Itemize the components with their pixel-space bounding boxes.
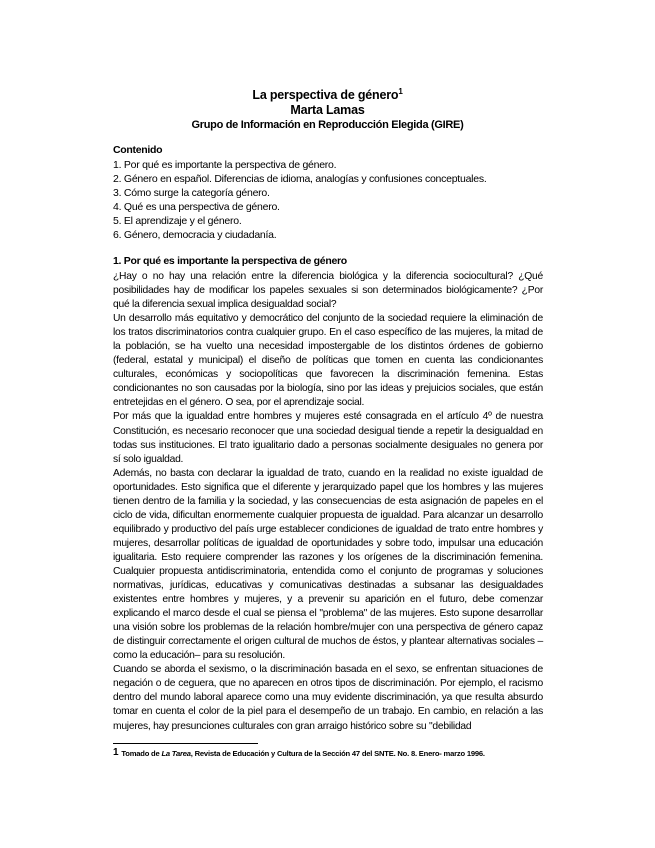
toc-item: 6. Género, democracia y ciudadanía. bbox=[113, 229, 277, 242]
organization-name: Grupo de Información en Reproducción Elegida (GIRE) bbox=[191, 119, 464, 131]
contents-heading: Contenido bbox=[113, 144, 163, 156]
footnote bbox=[113, 747, 553, 758]
footnote-divider bbox=[113, 743, 258, 744]
paragraph: ¿Hay o no hay una relación entre la diferencia biológica y la diferencia sociocultural? ¿Qué posibilidades hay de modificar los papeles sexuales si son determinados biológicamente? ¿Por qué la diferencia sexual implica desigualdad social? bbox=[113, 271, 543, 311]
toc-item: 1. Por qué es importante la perspectiva de género. bbox=[113, 159, 337, 171]
paragraph: Un desarrollo más equitativo y democrático del conjunto de la sociedad requiere la eliminación de los tratos discriminatorios contra cualquier grupo. En el caso específico de las mujeres, la mitad de la población, se ha vuelto una necesidad impostergable de los distintos órdenes de gobierno (federal, estatal y municipal) el diseño de políticas que tomen en cuenta las condicionantes culturales, económicas y sociopolíticas que favorecen la discriminación femenina. Estas condicionantes no son causadas por la biología, sino por las ideas y prejuicios sociales, que están entretejidas en el género. O sea, por el aprendizaje social. bbox=[113, 313, 543, 409]
title-footnote-marker: 1 bbox=[398, 87, 403, 96]
author-name: Marta Lamas bbox=[290, 103, 365, 117]
toc-item: 3. Cómo surge la categoría género. bbox=[113, 187, 270, 200]
paragraph: Por más que la igualdad entre hombres y mujeres esté consagrada en el artículo 4º de nuestra Constitución, es necesario reconocer que una sociedad desigual tiende a repetir la desigualdad en todas sus instituciones. El trato igualitario dado a personas socialmente desiguales no genera por sí solo igualdad. bbox=[113, 411, 543, 465]
document-title bbox=[0, 87, 655, 102]
title-text: La perspectiva de género bbox=[252, 88, 399, 102]
footnote-text-end: , Revista de Educación y Cultura de la Sección 47 del SNTE. No. 8. Enero- marzo 1996. bbox=[190, 749, 485, 758]
section-heading: 1. Por qué es importante la perspectiva de género bbox=[113, 255, 347, 267]
footnote-number: 1 bbox=[113, 747, 119, 758]
footnote-publication: La Tarea bbox=[161, 749, 191, 758]
section-body bbox=[113, 270, 543, 734]
toc-item: 5. El aprendizaje y el género. bbox=[113, 215, 242, 228]
paragraph: Además, no basta con declarar la igualdad de trato, cuando en la realidad no existe igualdad de oportunidades. Esto significa que el diferente y jerarquizado papel que los hombres y las mujeres tienen dentro de la familia y la sociedad, y las consecuencias de esta asignación de papeles en el ciclo de vida, dificultan enormemente cualquier propuesta de igualdad. Para alcanzar un desarrollo equilibrado y productivo del país urge establecer condiciones de igualdad de trato entre hombres y mujeres, desarrollar políticas de igualdad de oportunidades y sobre todo, impulsar una educación igualitaria. Esto requiere comprender las razones y los orígenes de la discriminación femenina. Cualquier propuesta antidiscriminatoria, entendida como el conjunto de programas y soluciones normativas, jurídicas, educativas y comunicativas destinadas a subsanar las desigualdades existentes entre hombres y mujeres, y a prevenir su aparición en el futuro, debe comenzar explicando el marco desde el cual se piensa el "problema" de las mujeres. Esto supone desarrollar una visión sobre los problemas de la relación hombre/mujer con una perspectiva de género capaz de distinguir correctamente el origen cultural de muchos de éstos, y plantear alternativas sociales –como la educación– para su resolución. bbox=[113, 467, 543, 662]
footnote-text-start: Tomado de bbox=[121, 749, 162, 758]
toc-item: 2. Género en español. Diferencias de idioma, analogías y confusiones conceptuales. bbox=[113, 173, 487, 186]
toc-item: 4. Qué es una perspectiva de género. bbox=[113, 201, 280, 214]
table-of-contents bbox=[113, 158, 543, 243]
paragraph: Cuando se aborda el sexismo, o la discriminación basada en el sexo, se enfrentan situaciones de negación o de ceguera, que no aparecen en otros tipos de discriminación. Por ejemplo, el racismo dentro del mundo laboral aparece como una muy evidente discriminación, ya que resulta absurdo tomar en cuenta el color de la piel para el desempeño de un trabajo. En cambio, en relación a las mujeres, hay presunciones culturales con gran arraigo histórico sobre su "debilidad bbox=[113, 664, 543, 732]
